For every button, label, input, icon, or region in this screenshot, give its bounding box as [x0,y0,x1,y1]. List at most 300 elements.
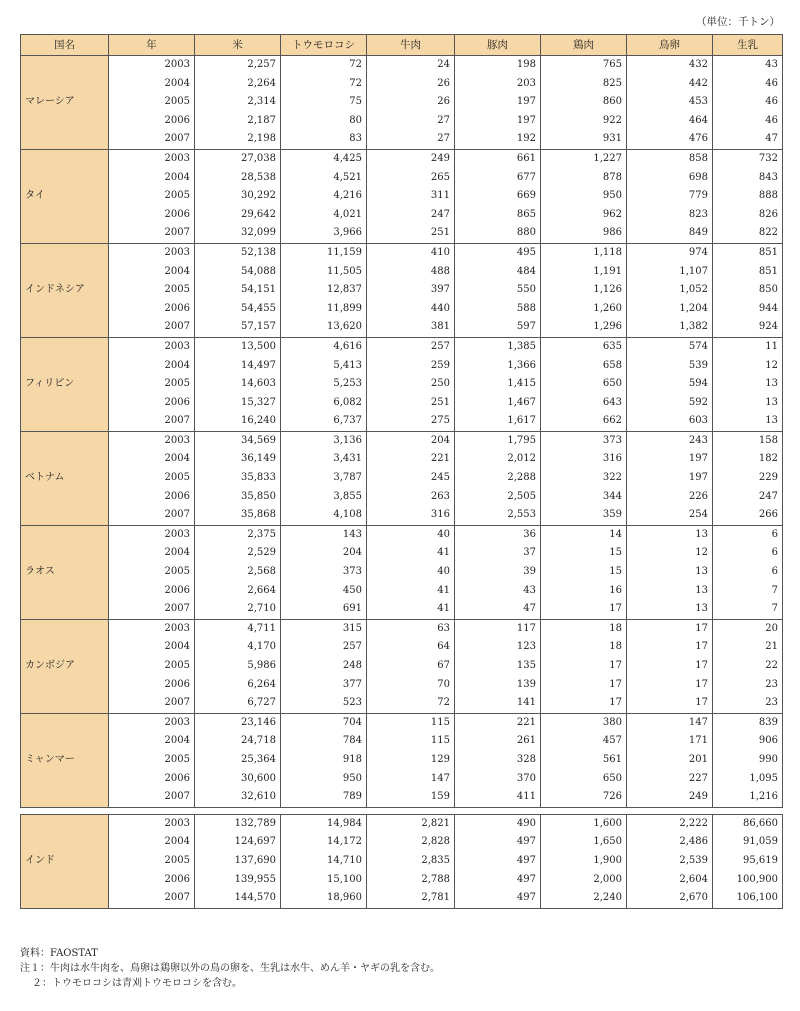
eggs-cell: 1,052 [627,281,713,300]
beef-cell: 115 [367,732,455,751]
country-cell: ラオス [21,525,109,619]
table-row [21,169,783,188]
pork-cell: 597 [455,318,541,337]
table-row [21,112,783,131]
pork-cell: 328 [455,751,541,770]
rice-cell: 30,600 [195,770,281,789]
milk-cell: 43 [713,56,783,75]
maize-cell: 83 [281,130,367,149]
beef-cell: 259 [367,357,455,376]
year-cell: 2003 [109,243,195,262]
beef-cell: 245 [367,469,455,488]
pork-cell: 588 [455,300,541,319]
beef-cell: 247 [367,206,455,225]
year-cell: 2003 [109,149,195,168]
year-cell: 2004 [109,263,195,282]
milk-cell: 732 [713,149,783,168]
table-row [21,263,783,282]
maize-cell: 11,159 [281,243,367,262]
table-row [21,770,783,789]
rice-cell: 2,529 [195,544,281,563]
eggs-cell: 227 [627,770,713,789]
pork-cell: 261 [455,732,541,751]
chicken-cell: 635 [541,337,627,356]
maize-cell: 72 [281,56,367,75]
pork-cell: 139 [455,676,541,695]
milk-cell: 822 [713,224,783,243]
beef-cell: 275 [367,412,455,431]
pork-cell: 198 [455,56,541,75]
pork-cell: 2,553 [455,506,541,525]
table-row [21,582,783,601]
milk-cell: 906 [713,732,783,751]
pork-cell: 221 [455,713,541,732]
year-cell: 2005 [109,657,195,676]
year-cell: 2003 [109,814,195,833]
maize-cell: 80 [281,112,367,131]
chicken-cell: 986 [541,224,627,243]
maize-cell: 784 [281,732,367,751]
milk-cell: 843 [713,169,783,188]
chicken-cell: 380 [541,713,627,732]
milk-cell: 851 [713,243,783,262]
rice-cell: 29,642 [195,206,281,225]
table-row [21,93,783,112]
chicken-cell: 316 [541,450,627,469]
chicken-cell: 322 [541,469,627,488]
pork-cell: 497 [455,871,541,890]
table-row [21,814,783,833]
beef-cell: 40 [367,563,455,582]
maize-cell: 523 [281,694,367,713]
rice-cell: 34,569 [195,431,281,450]
rice-cell: 2,664 [195,582,281,601]
eggs-cell: 147 [627,713,713,732]
pork-cell: 880 [455,224,541,243]
country-cell: インド [21,814,109,908]
milk-cell: 12 [713,357,783,376]
year-cell: 2004 [109,638,195,657]
beef-cell: 26 [367,75,455,94]
beef-cell: 2,821 [367,814,455,833]
year-cell: 2005 [109,93,195,112]
year-cell: 2006 [109,300,195,319]
maize-cell: 950 [281,770,367,789]
eggs-cell: 17 [627,638,713,657]
rice-cell: 137,690 [195,852,281,871]
chicken-cell: 860 [541,93,627,112]
eggs-cell: 17 [627,619,713,638]
chicken-cell: 658 [541,357,627,376]
year-cell: 2004 [109,169,195,188]
source-note: 資料：FAOSTAT [20,948,98,959]
chicken-cell: 765 [541,56,627,75]
milk-cell: 6 [713,544,783,563]
chicken-cell: 17 [541,600,627,619]
rice-cell: 4,711 [195,619,281,638]
year-cell: 2005 [109,563,195,582]
rice-cell: 5,986 [195,657,281,676]
table-row [21,337,783,356]
maize-cell: 18,960 [281,889,367,908]
pork-cell: 2,505 [455,488,541,507]
pork-cell: 2,012 [455,450,541,469]
year-cell: 2005 [109,469,195,488]
chicken-cell: 15 [541,563,627,582]
maize-cell: 11,899 [281,300,367,319]
maize-cell: 5,413 [281,357,367,376]
beef-cell: 249 [367,149,455,168]
year-cell: 2003 [109,337,195,356]
chicken-cell: 373 [541,431,627,450]
beef-cell: 41 [367,600,455,619]
milk-cell: 13 [713,375,783,394]
pork-cell: 192 [455,130,541,149]
year-cell: 2003 [109,525,195,544]
maize-cell: 691 [281,600,367,619]
pork-cell: 1,467 [455,394,541,413]
eggs-cell: 974 [627,243,713,262]
eggs-cell: 858 [627,149,713,168]
chicken-cell: 18 [541,619,627,638]
beef-cell: 250 [367,375,455,394]
maize-cell: 4,021 [281,206,367,225]
eggs-cell: 476 [627,130,713,149]
milk-cell: 46 [713,75,783,94]
pork-cell: 123 [455,638,541,657]
year-cell: 2005 [109,281,195,300]
maize-cell: 3,966 [281,224,367,243]
country-cell: ミャンマー [21,713,109,807]
rice-cell: 124,697 [195,833,281,852]
year-cell: 2006 [109,394,195,413]
maize-cell: 14,172 [281,833,367,852]
chicken-cell: 1,227 [541,149,627,168]
pork-cell: 865 [455,206,541,225]
table-row [21,657,783,676]
beef-cell: 2,788 [367,871,455,890]
group-spacer [21,807,783,814]
chicken-cell: 1,260 [541,300,627,319]
maize-cell: 11,505 [281,263,367,282]
maize-cell: 6,082 [281,394,367,413]
col-header-pork: 豚肉 [455,35,541,56]
table-row [21,600,783,619]
rice-cell: 16,240 [195,412,281,431]
table-row [21,450,783,469]
beef-cell: 41 [367,582,455,601]
eggs-cell: 779 [627,187,713,206]
eggs-cell: 1,204 [627,300,713,319]
year-cell: 2005 [109,375,195,394]
pork-cell: 370 [455,770,541,789]
rice-cell: 144,570 [195,889,281,908]
maize-cell: 4,425 [281,149,367,168]
eggs-cell: 453 [627,93,713,112]
milk-cell: 100,900 [713,871,783,890]
maize-cell: 143 [281,525,367,544]
eggs-cell: 442 [627,75,713,94]
milk-cell: 1,095 [713,770,783,789]
rice-cell: 35,850 [195,488,281,507]
maize-cell: 4,108 [281,506,367,525]
eggs-cell: 201 [627,751,713,770]
rice-cell: 6,727 [195,694,281,713]
beef-cell: 316 [367,506,455,525]
beef-cell: 221 [367,450,455,469]
year-cell: 2007 [109,130,195,149]
rice-cell: 2,568 [195,563,281,582]
col-header-chicken: 鶏肉 [541,35,627,56]
year-cell: 2007 [109,788,195,807]
year-cell: 2003 [109,713,195,732]
rice-cell: 139,955 [195,871,281,890]
table-row [21,788,783,807]
table-row [21,243,783,262]
chicken-cell: 1,296 [541,318,627,337]
year-cell: 2007 [109,889,195,908]
maize-cell: 248 [281,657,367,676]
year-cell: 2006 [109,112,195,131]
table-row [21,357,783,376]
beef-cell: 397 [367,281,455,300]
rice-cell: 6,264 [195,676,281,695]
year-cell: 2006 [109,676,195,695]
chicken-cell: 457 [541,732,627,751]
rice-cell: 54,455 [195,300,281,319]
pork-cell: 135 [455,657,541,676]
maize-cell: 4,216 [281,187,367,206]
milk-cell: 95,619 [713,852,783,871]
beef-cell: 204 [367,431,455,450]
eggs-cell: 197 [627,450,713,469]
pork-cell: 484 [455,263,541,282]
table-row [21,56,783,75]
eggs-cell: 17 [627,694,713,713]
year-cell: 2004 [109,357,195,376]
rice-cell: 24,718 [195,732,281,751]
table-row [21,563,783,582]
table-header-row [21,35,783,56]
beef-cell: 70 [367,676,455,695]
chicken-cell: 950 [541,187,627,206]
pork-cell: 203 [455,75,541,94]
eggs-cell: 594 [627,375,713,394]
rice-cell: 54,151 [195,281,281,300]
chicken-cell: 1,118 [541,243,627,262]
table-row [21,525,783,544]
chicken-cell: 359 [541,506,627,525]
beef-cell: 159 [367,788,455,807]
milk-cell: 23 [713,694,783,713]
milk-cell: 91,059 [713,833,783,852]
chicken-cell: 17 [541,694,627,713]
milk-cell: 850 [713,281,783,300]
eggs-cell: 12 [627,544,713,563]
beef-cell: 147 [367,770,455,789]
maize-cell: 14,710 [281,852,367,871]
beef-cell: 27 [367,112,455,131]
eggs-cell: 539 [627,357,713,376]
col-header-rice: 米 [195,35,281,56]
maize-cell: 373 [281,563,367,582]
year-cell: 2006 [109,871,195,890]
milk-cell: 182 [713,450,783,469]
country-cell: ベトナム [21,431,109,525]
year-cell: 2006 [109,770,195,789]
pork-cell: 490 [455,814,541,833]
milk-cell: 7 [713,600,783,619]
eggs-cell: 254 [627,506,713,525]
year-cell: 2004 [109,544,195,563]
chicken-cell: 1,650 [541,833,627,852]
milk-cell: 826 [713,206,783,225]
table-row [21,732,783,751]
maize-cell: 13,620 [281,318,367,337]
milk-cell: 158 [713,431,783,450]
chicken-cell: 1,126 [541,281,627,300]
pork-cell: 669 [455,187,541,206]
eggs-cell: 2,222 [627,814,713,833]
milk-cell: 229 [713,469,783,488]
maize-cell: 315 [281,619,367,638]
beef-cell: 265 [367,169,455,188]
beef-cell: 2,835 [367,852,455,871]
pork-cell: 36 [455,525,541,544]
chicken-cell: 650 [541,770,627,789]
maize-cell: 3,787 [281,469,367,488]
table-row [21,281,783,300]
milk-cell: 13 [713,412,783,431]
eggs-cell: 197 [627,469,713,488]
eggs-cell: 13 [627,525,713,544]
milk-cell: 20 [713,619,783,638]
maize-cell: 204 [281,544,367,563]
pork-cell: 197 [455,93,541,112]
unit-label: （単位：千トン） [696,16,780,28]
chicken-cell: 931 [541,130,627,149]
eggs-cell: 2,539 [627,852,713,871]
year-cell: 2004 [109,833,195,852]
beef-cell: 40 [367,525,455,544]
beef-cell: 41 [367,544,455,563]
milk-cell: 7 [713,582,783,601]
rice-cell: 28,538 [195,169,281,188]
chicken-cell: 825 [541,75,627,94]
pork-cell: 1,415 [455,375,541,394]
eggs-cell: 171 [627,732,713,751]
rice-cell: 52,138 [195,243,281,262]
rice-cell: 35,833 [195,469,281,488]
eggs-cell: 13 [627,600,713,619]
milk-cell: 266 [713,506,783,525]
pork-cell: 497 [455,852,541,871]
year-cell: 2005 [109,852,195,871]
beef-cell: 263 [367,488,455,507]
maize-cell: 75 [281,93,367,112]
beef-cell: 72 [367,694,455,713]
milk-cell: 839 [713,713,783,732]
rice-cell: 2,264 [195,75,281,94]
pork-cell: 411 [455,788,541,807]
country-cell: フィリピン [21,337,109,431]
milk-cell: 86,660 [713,814,783,833]
chicken-cell: 1,900 [541,852,627,871]
beef-cell: 27 [367,130,455,149]
milk-cell: 46 [713,93,783,112]
pork-cell: 37 [455,544,541,563]
pork-cell: 117 [455,619,541,638]
rice-cell: 32,099 [195,224,281,243]
year-cell: 2005 [109,187,195,206]
rice-cell: 14,603 [195,375,281,394]
table-row [21,224,783,243]
year-cell: 2004 [109,450,195,469]
beef-cell: 2,828 [367,833,455,852]
eggs-cell: 849 [627,224,713,243]
year-cell: 2003 [109,56,195,75]
eggs-cell: 1,107 [627,263,713,282]
rice-cell: 2,257 [195,56,281,75]
eggs-cell: 243 [627,431,713,450]
year-cell: 2003 [109,619,195,638]
eggs-cell: 13 [627,582,713,601]
pork-cell: 550 [455,281,541,300]
pork-cell: 677 [455,169,541,188]
maize-cell: 789 [281,788,367,807]
chicken-cell: 17 [541,657,627,676]
milk-cell: 46 [713,112,783,131]
rice-cell: 14,497 [195,357,281,376]
table-row [21,751,783,770]
table-row [21,852,783,871]
year-cell: 2003 [109,431,195,450]
eggs-cell: 603 [627,412,713,431]
rice-cell: 23,146 [195,713,281,732]
chicken-cell: 662 [541,412,627,431]
chicken-cell: 2,240 [541,889,627,908]
beef-cell: 440 [367,300,455,319]
rice-cell: 2,187 [195,112,281,131]
col-header-maize: トウモロコシ [281,35,367,56]
pork-cell: 1,385 [455,337,541,356]
maize-cell: 3,431 [281,450,367,469]
table-row [21,871,783,890]
rice-cell: 35,868 [195,506,281,525]
beef-cell: 2,781 [367,889,455,908]
year-cell: 2004 [109,75,195,94]
country-cell: マレーシア [21,56,109,150]
year-cell: 2007 [109,318,195,337]
maize-cell: 3,855 [281,488,367,507]
chicken-cell: 643 [541,394,627,413]
rice-cell: 54,088 [195,263,281,282]
eggs-cell: 464 [627,112,713,131]
table-row [21,833,783,852]
maize-cell: 3,136 [281,431,367,450]
beef-cell: 311 [367,187,455,206]
rice-cell: 15,327 [195,394,281,413]
pork-cell: 1,366 [455,357,541,376]
col-header-country: 国名 [21,35,109,56]
milk-cell: 924 [713,318,783,337]
milk-cell: 47 [713,130,783,149]
table-row [21,713,783,732]
table-row [21,889,783,908]
beef-cell: 115 [367,713,455,732]
table-row [21,206,783,225]
eggs-cell: 592 [627,394,713,413]
